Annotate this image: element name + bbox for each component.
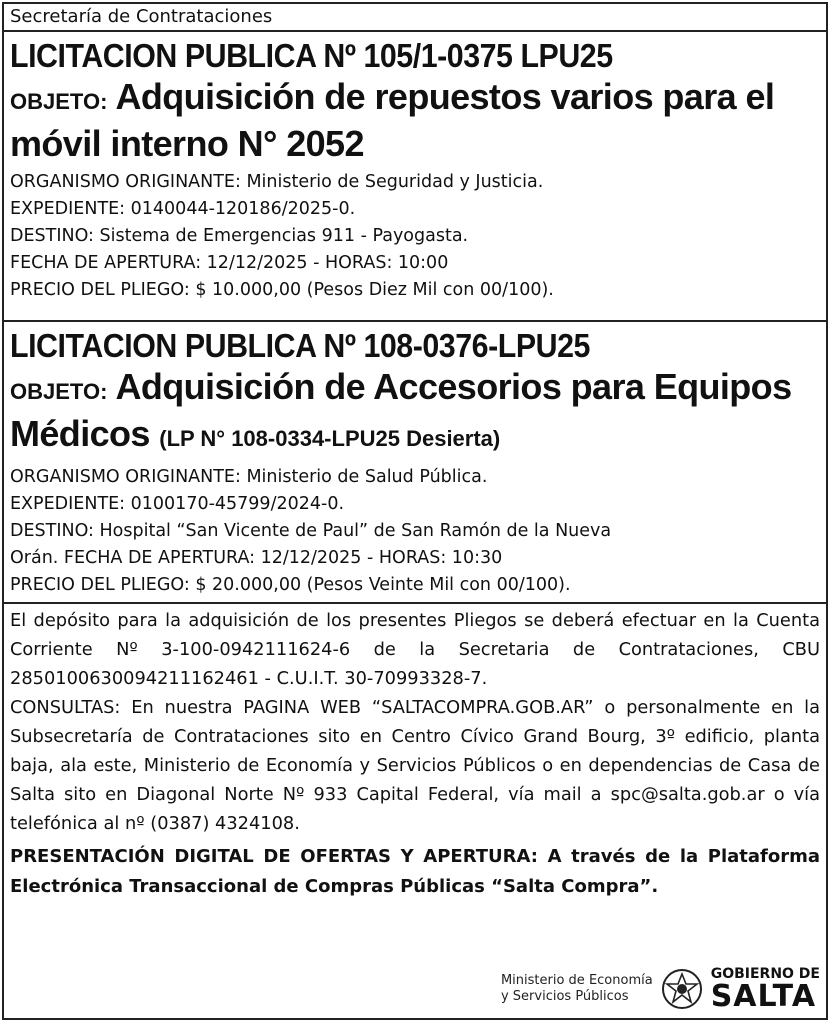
licitacion-1-title: LICITACION PUBLICA Nº 105/1-0375 LPU25 [10,37,613,74]
detail-line: ORGANISMO ORIGINANTE: Ministerio de Seguridad y Justicia. [10,172,544,192]
presentacion-paragraph: PRESENTACIÓN DIGITAL DE OFERTAS Y APERTURA: A través de la Plataforma Electrónica Transaccional de Compras Públicas “Salta Compra”. [10,846,820,897]
licitacion-1-objeto [10,76,820,165]
ministerio-line-2: y Servicios Públicos [500,989,629,1004]
info-section [4,604,826,902]
objeto-label: OBJETO: [10,89,108,114]
ministerio-line-1: Ministerio de Economía [500,973,653,988]
detail-line: DESTINO: Sistema de Emergencias 911 - Payogasta. [10,226,469,246]
licitacion-2-objeto [10,366,820,460]
detail-line: PRECIO DEL PLIEGO: $ 10.000,00 (Pesos Diez Mil con 00/100). [10,280,554,300]
objeto-note: (LP N° 108-0334-LPU25 Desierta) [159,426,501,451]
licitacion-2-title: LICITACION PUBLICA Nº 108-0376-LPU25 [10,327,590,364]
detail-line: Orán. FECHA DE APERTURA: 12/12/2025 - HORAS: 10:30 [10,548,503,568]
detail-line: EXPEDIENTE: 0140044-120186/2025-0. [10,199,356,219]
salta-seal-icon [661,968,703,1010]
detail-line: FECHA DE APERTURA: 12/12/2025 - HORAS: 10:00 [10,253,449,273]
detail-line: DESTINO: Hospital “San Vicente de Paul” de San Ramón de la Nueva [10,521,612,541]
gobierno-text: GOBIERNO DE [710,966,820,982]
notice-frame [2,2,828,1020]
salta-text: SALTA [710,979,817,1014]
objeto-text: Adquisición de Accesorios para Equipos Médicos [10,366,792,454]
licitacion-2 [4,322,826,604]
consultas-paragraph: CONSULTAS: En nuestra PAGINA WEB “SALTACOMPRA.GOB.AR” o personalmente en la Subsecretaría de Contrataciones sito en Centro Cívico Grand Bourg, 3º edificio, planta baja, ala este, Ministerio de Economía y Servicios Públicos o en dependencias de Casa de Salta sito en Diagonal Norte Nº 933 Capital Federal, vía mail a spc@salta.gob.ar o vía telefónica al nº (0387) 4324108. [10,697,820,834]
ministerio-label [501,973,653,1005]
header: Secretaría de Contrataciones [4,4,826,32]
detail-line: ORGANISMO ORIGINANTE: Ministerio de Salud Pública. [10,467,488,487]
deposito-paragraph: El depósito para la adquisición de los presentes Pliegos se deberá efectuar en la Cuenta Corriente Nº 3-100-0942111624-6 de la Secretaria de Contrataciones, CBU 2850100630094211162461 - C.U.I.T. 30-70993328-7. [10,610,820,689]
detail-line: EXPEDIENTE: 0100170-45799/2024-0. [10,494,345,514]
detail-line: PRECIO DEL PLIEGO: $ 20.000,00 (Pesos Veinte Mil con 00/100). [10,575,571,595]
objeto-text: Adquisición de repuestos varios para el móvil interno N° 2052 [10,76,775,164]
footer-logos [501,966,820,1012]
licitacion-1 [4,32,826,322]
objeto-label: OBJETO: [10,379,108,404]
gobierno-salta-logo [711,966,820,1012]
